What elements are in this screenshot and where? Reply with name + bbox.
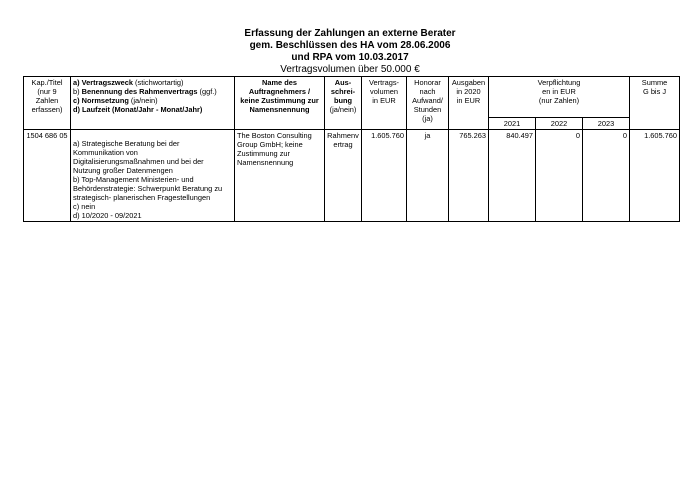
- cell-kap-titel: 1504 686 05: [24, 130, 71, 222]
- payments-table: [23, 76, 680, 222]
- cell-ausschreibung: Rahmenv ertrag: [325, 130, 362, 222]
- cell-honorar: ja: [407, 130, 449, 222]
- cell-summe: 1.605.760: [630, 130, 680, 222]
- header-honorar: Honorar nach Aufwand/ Stunden (ja): [407, 77, 449, 130]
- heading-line-4: Vertragsvolumen über 50.000 €: [280, 64, 420, 75]
- header-ausgaben: Ausgaben in 2020 in EUR: [449, 77, 489, 130]
- heading-line-2: gem. Beschlüssen des HA vom 28.06.2006: [249, 40, 451, 51]
- header-vertragsvolumen: Vertrags- volumen in EUR: [362, 77, 407, 130]
- header-auftragnehmer: Name des Auftragnehmers / keine Zustimmung zur Namensnennung: [235, 77, 325, 130]
- cell-2021: 840.497: [489, 130, 536, 222]
- document-heading: [0, 28, 700, 76]
- header-year-2023: 2023: [583, 118, 630, 130]
- header-vertragszweck: a) Vertragszweck (stichwortartig) b) Benennung des Rahmenvertrags (ggf.) c) Normsetzung (ja/nein) d) Laufzeit (Monat/Jahr - Monat/Jahr): [71, 77, 235, 130]
- header-verpflichtung: Verpflichtung en in EUR (nur Zahlen): [489, 77, 630, 118]
- cell-2023: 0: [583, 130, 630, 222]
- header-kap-titel: Kap./Titel (nur 9 Zahlen erfassen): [24, 77, 71, 130]
- heading-line-1: Erfassung der Zahlungen an externe Berater: [244, 28, 456, 39]
- header-year-2022: 2022: [536, 118, 583, 130]
- cell-vertragszweck: a) Strategische Beratung bei der Kommunikation von Digitalisierungsmaßnahmen und bei der Nutzung großer Datenmengen b) Top-Management Ministerien- und Behördenstrategie: Schwerpunkt Beratung zu strategisch- planerischen Fragestellungen c) nein d) 10/2020 - 09/2021: [71, 130, 235, 222]
- heading-line-3: und RPA vom 10.03.2017: [291, 52, 409, 63]
- cell-vertragsvolumen: 1.605.760: [362, 130, 407, 222]
- header-year-2021: 2021: [489, 118, 536, 130]
- header-row: [24, 77, 680, 118]
- cell-2022: 0: [536, 130, 583, 222]
- cell-ausgaben: 765.263: [449, 130, 489, 222]
- cell-auftragnehmer: The Boston Consulting Group GmbH; keine Zustimmung zur Namensnennung: [235, 130, 325, 222]
- table-row: [24, 130, 680, 222]
- header-ausschreibung: Aus- schrei- bung (ja/nein): [325, 77, 362, 130]
- header-summe: Summe G bis J: [630, 77, 680, 130]
